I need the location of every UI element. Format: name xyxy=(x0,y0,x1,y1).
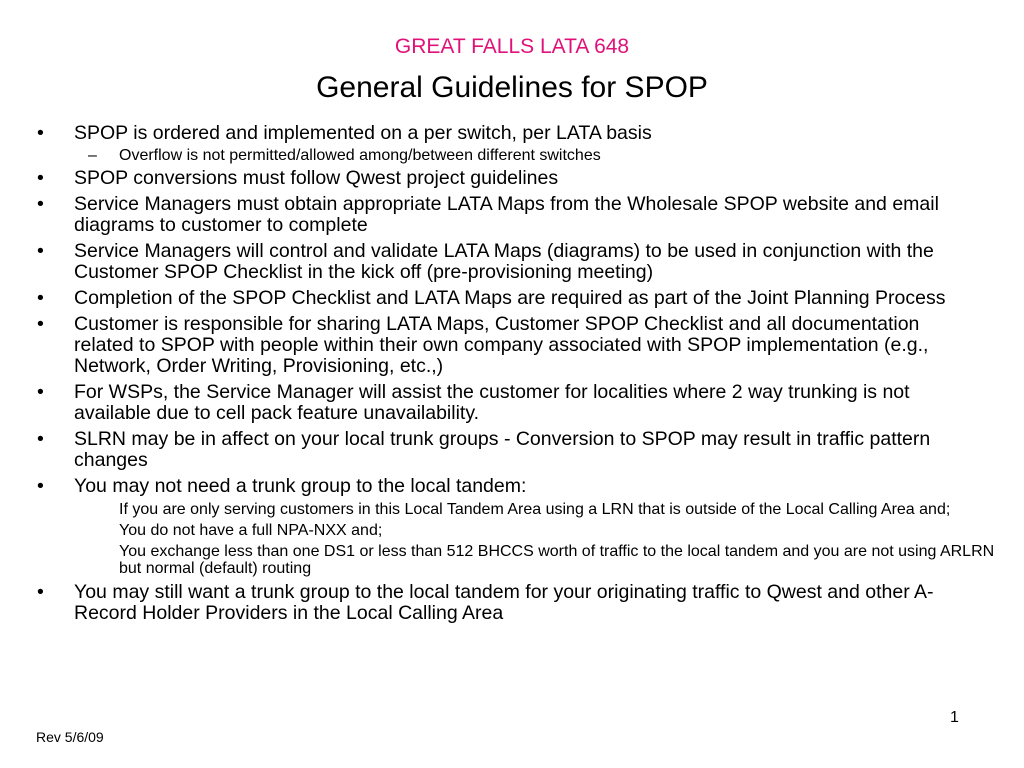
revision-date: Rev 5/6/09 xyxy=(36,729,104,745)
bullet-text: SPOP conversions must follow Qwest project guidelines xyxy=(74,167,559,189)
sub-item-text: You do not have a full NPA-NXX and; xyxy=(119,522,383,539)
bullet-text: Customer is responsible for sharing LATA Maps, Customer SPOP Checklist and all documentation related to SPOP with people within their own company associated with SPOP implementation (e.g., Network, Order Writing, Provisioning, etc.,) xyxy=(74,313,929,377)
bullet-marker: • xyxy=(37,428,44,450)
bullet-text: SPOP is ordered and implemented on a per switch, per LATA basis xyxy=(74,122,652,144)
page-number: 1 xyxy=(950,709,959,726)
bullet-item xyxy=(0,429,950,471)
sub-item-text: You exchange less than one DS1 or less than 512 BHCCS worth of traffic to the local tandem and you are not using ARLRN but normal (default) routing xyxy=(119,543,995,577)
bullet-text: SLRN may be in affect on your local trunk groups - Conversion to SPOP may result in traffic pattern changes xyxy=(74,428,931,471)
bullet-item xyxy=(0,241,950,283)
bullet-marker: • xyxy=(37,475,44,497)
bullet-text: Completion of the SPOP Checklist and LATA Maps are required as part of the Joint Planning Process xyxy=(74,287,946,309)
bullet-item xyxy=(0,382,950,424)
bullet-text: Service Managers must obtain appropriate LATA Maps from the Wholesale SPOP website and email diagrams to customer to complete xyxy=(74,193,939,236)
bullet-marker: • xyxy=(37,581,44,603)
sub-item-text: If you are only serving customers in this Local Tandem Area using a LRN that is outside of the Local Calling Area and; xyxy=(119,501,951,518)
bullet-item xyxy=(0,194,950,236)
bullet-item xyxy=(0,476,950,497)
sub-bullet-text: Overflow is not permitted/allowed among/between different switches xyxy=(119,147,601,164)
slide-title: General Guidelines for SPOP xyxy=(316,71,708,104)
bullet-marker: • xyxy=(37,313,44,335)
bullet-item xyxy=(0,123,950,144)
bullet-text: You may still want a trunk group to the local tandem for your originating traffic to Qwest and other A-Record Holder Providers in the Local Calling Area xyxy=(74,581,934,624)
bullet-text: Service Managers will control and validate LATA Maps (diagrams) to be used in conjunction with the Customer SPOP Checklist in the kick off (pre-provisioning meeting) xyxy=(74,240,934,283)
bullet-marker: • xyxy=(37,167,44,189)
slide-subtitle: GREAT FALLS LATA 648 xyxy=(394,35,630,58)
bullet-list xyxy=(0,123,1024,629)
bullet-item xyxy=(0,314,950,377)
sub-bullet-item xyxy=(0,147,905,165)
bullet-text: For WSPs, the Service Manager will assist the customer for localities where 2 way trunking is not available due to cell pack feature unavailability. xyxy=(74,381,910,424)
bullet-marker: • xyxy=(37,287,44,309)
bullet-item xyxy=(0,582,950,624)
dash-marker: – xyxy=(88,147,97,164)
bullet-marker: • xyxy=(37,193,44,215)
bullet-marker: • xyxy=(37,240,44,262)
bullet-item xyxy=(0,288,950,309)
bullet-text: You may not need a trunk group to the local tandem: xyxy=(74,475,527,497)
bullet-item xyxy=(0,168,950,189)
bullet-marker: • xyxy=(37,381,44,403)
bullet-marker: • xyxy=(37,122,44,144)
